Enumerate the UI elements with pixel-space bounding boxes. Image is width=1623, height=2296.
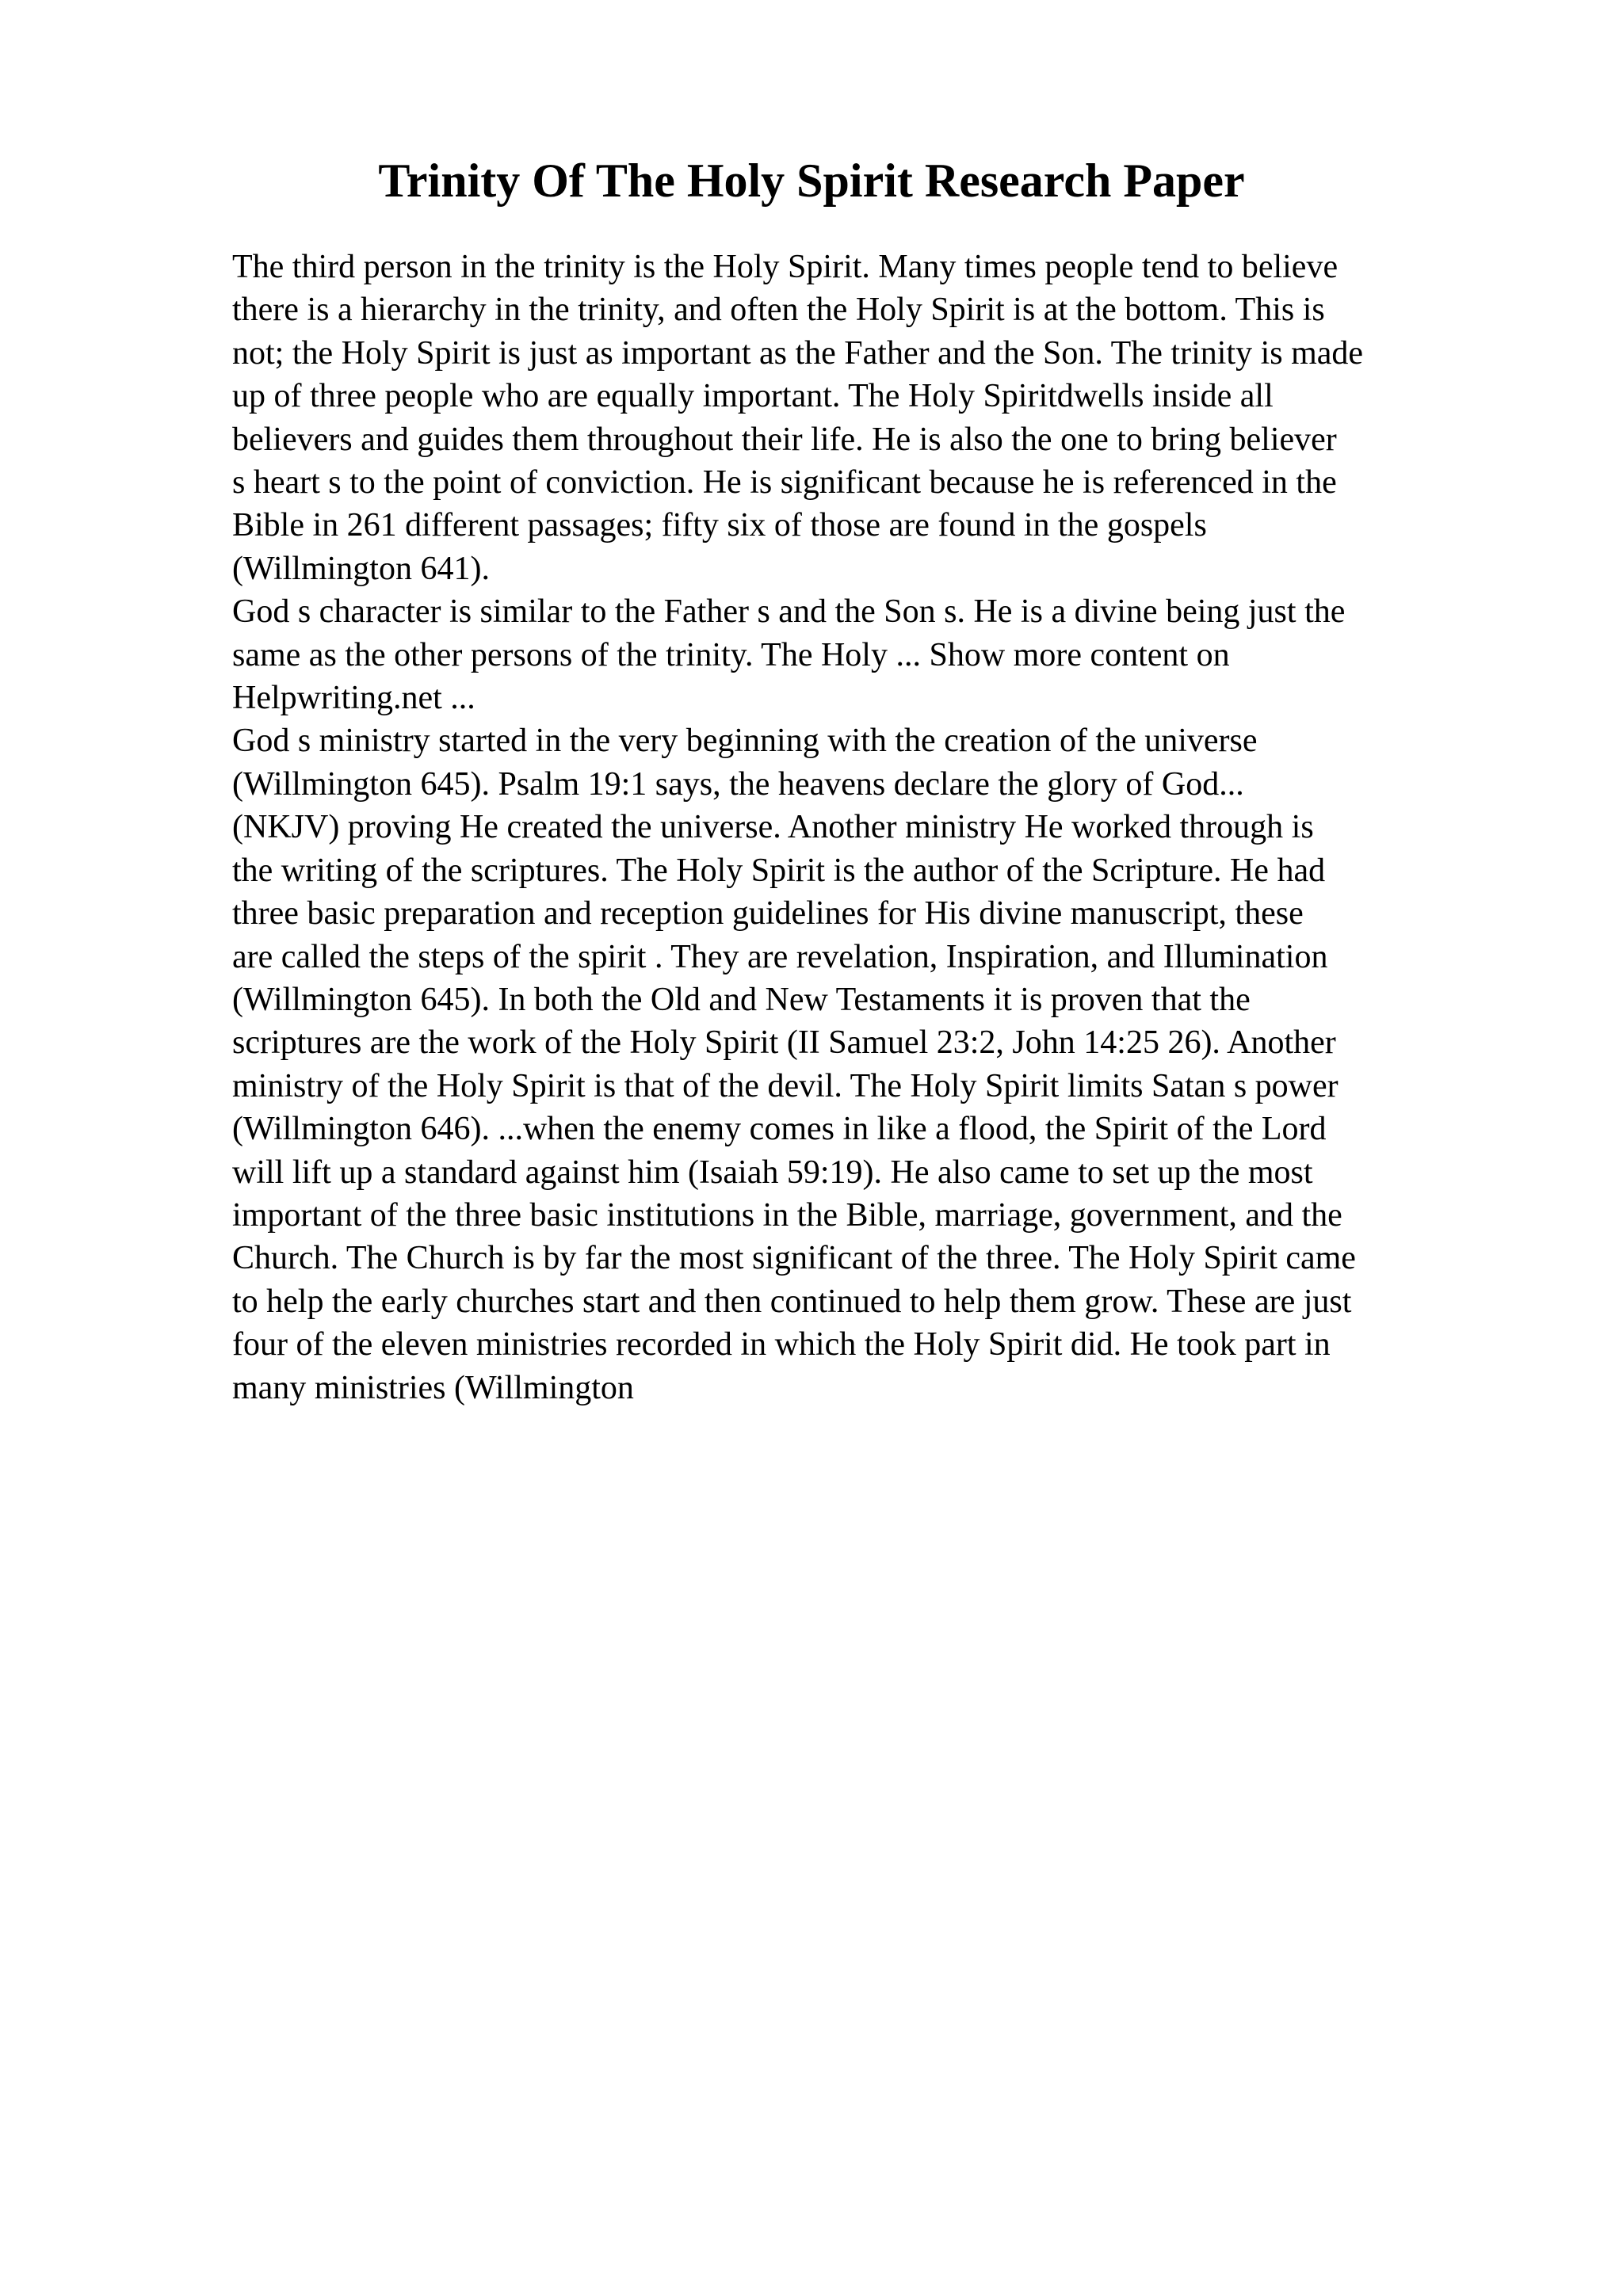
text-line: there is a hierarchy in the trinity, and often the Holy Spirit is at the bottom. This is bbox=[232, 292, 1325, 329]
document-body bbox=[232, 246, 1500, 1409]
text-line: four of the eleven ministries recorded in which the Holy Spirit did. He took part in bbox=[232, 1326, 1331, 1363]
text-line: Helpwriting.net ... bbox=[232, 680, 475, 717]
text-line: ministry of the Holy Spirit is that of the devil. The Holy Spirit limits Satan s power bbox=[232, 1067, 1338, 1104]
text-line: (Willmington 641). bbox=[232, 550, 490, 587]
text-line: believers and guides them throughout their life. He is also the one to bring believer bbox=[232, 421, 1337, 458]
text-line: God s ministry started in the very beginning with the creation of the universe bbox=[232, 723, 1258, 760]
text-line: same as the other persons of the trinity. The Holy ... Show more content on bbox=[232, 636, 1230, 673]
text-line: The third person in the trinity is the Holy Spirit. Many times people tend to believe bbox=[232, 249, 1338, 285]
text-line: the writing of the scriptures. The Holy Spirit is the author of the Scripture. He had bbox=[232, 852, 1326, 889]
text-line: three basic preparation and reception guidelines for His divine manuscript, these bbox=[232, 895, 1304, 933]
text-line: God s character is similar to the Father s and the Son s. He is a divine being just the bbox=[232, 593, 1346, 631]
text-line: to help the early churches start and then continued to help them grow. These are just bbox=[232, 1283, 1352, 1320]
text-line: (NKJV) proving He created the universe. Another ministry He worked through is bbox=[232, 809, 1314, 846]
text-line: many ministries (Willmington bbox=[232, 1369, 634, 1406]
text-line: Bible in 261 different passages; fifty six of those are found in the gospels bbox=[232, 507, 1207, 544]
text-line: will lift up a standard against him (Isaiah 59:19). He also came to set up the most bbox=[232, 1154, 1313, 1191]
text-line: are called the steps of the spirit . They are revelation, Inspiration, and Illumination bbox=[232, 938, 1328, 975]
text-line: scriptures are the work of the Holy Spirit (II Samuel 23:2, John 14:25 26). Another bbox=[232, 1024, 1336, 1062]
text-line: (Willmington 645). Psalm 19:1 says, the heavens declare the glory of God... bbox=[232, 765, 1244, 803]
document-title: Trinity Of The Holy Spirit Research Paper bbox=[378, 154, 1245, 207]
text-line: (Willmington 646). ...when the enemy comes in like a flood, the Spirit of the Lord bbox=[232, 1111, 1327, 1148]
text-line: not; the Holy Spirit is just as important as the Father and the Son. The trinity is made bbox=[232, 334, 1364, 372]
text-line: (Willmington 645). In both the Old and New Testaments it is proven that the bbox=[232, 981, 1251, 1018]
text-line: Church. The Church is by far the most significant of the three. The Holy Spirit came bbox=[232, 1240, 1356, 1277]
text-line: up of three people who are equally important. The Holy Spiritdwells inside all bbox=[232, 378, 1274, 415]
text-line: s heart s to the point of conviction. He is significant because he is referenced in the bbox=[232, 464, 1337, 502]
text-line: important of the three basic institutions in the Bible, marriage, government, and the bbox=[232, 1196, 1342, 1234]
